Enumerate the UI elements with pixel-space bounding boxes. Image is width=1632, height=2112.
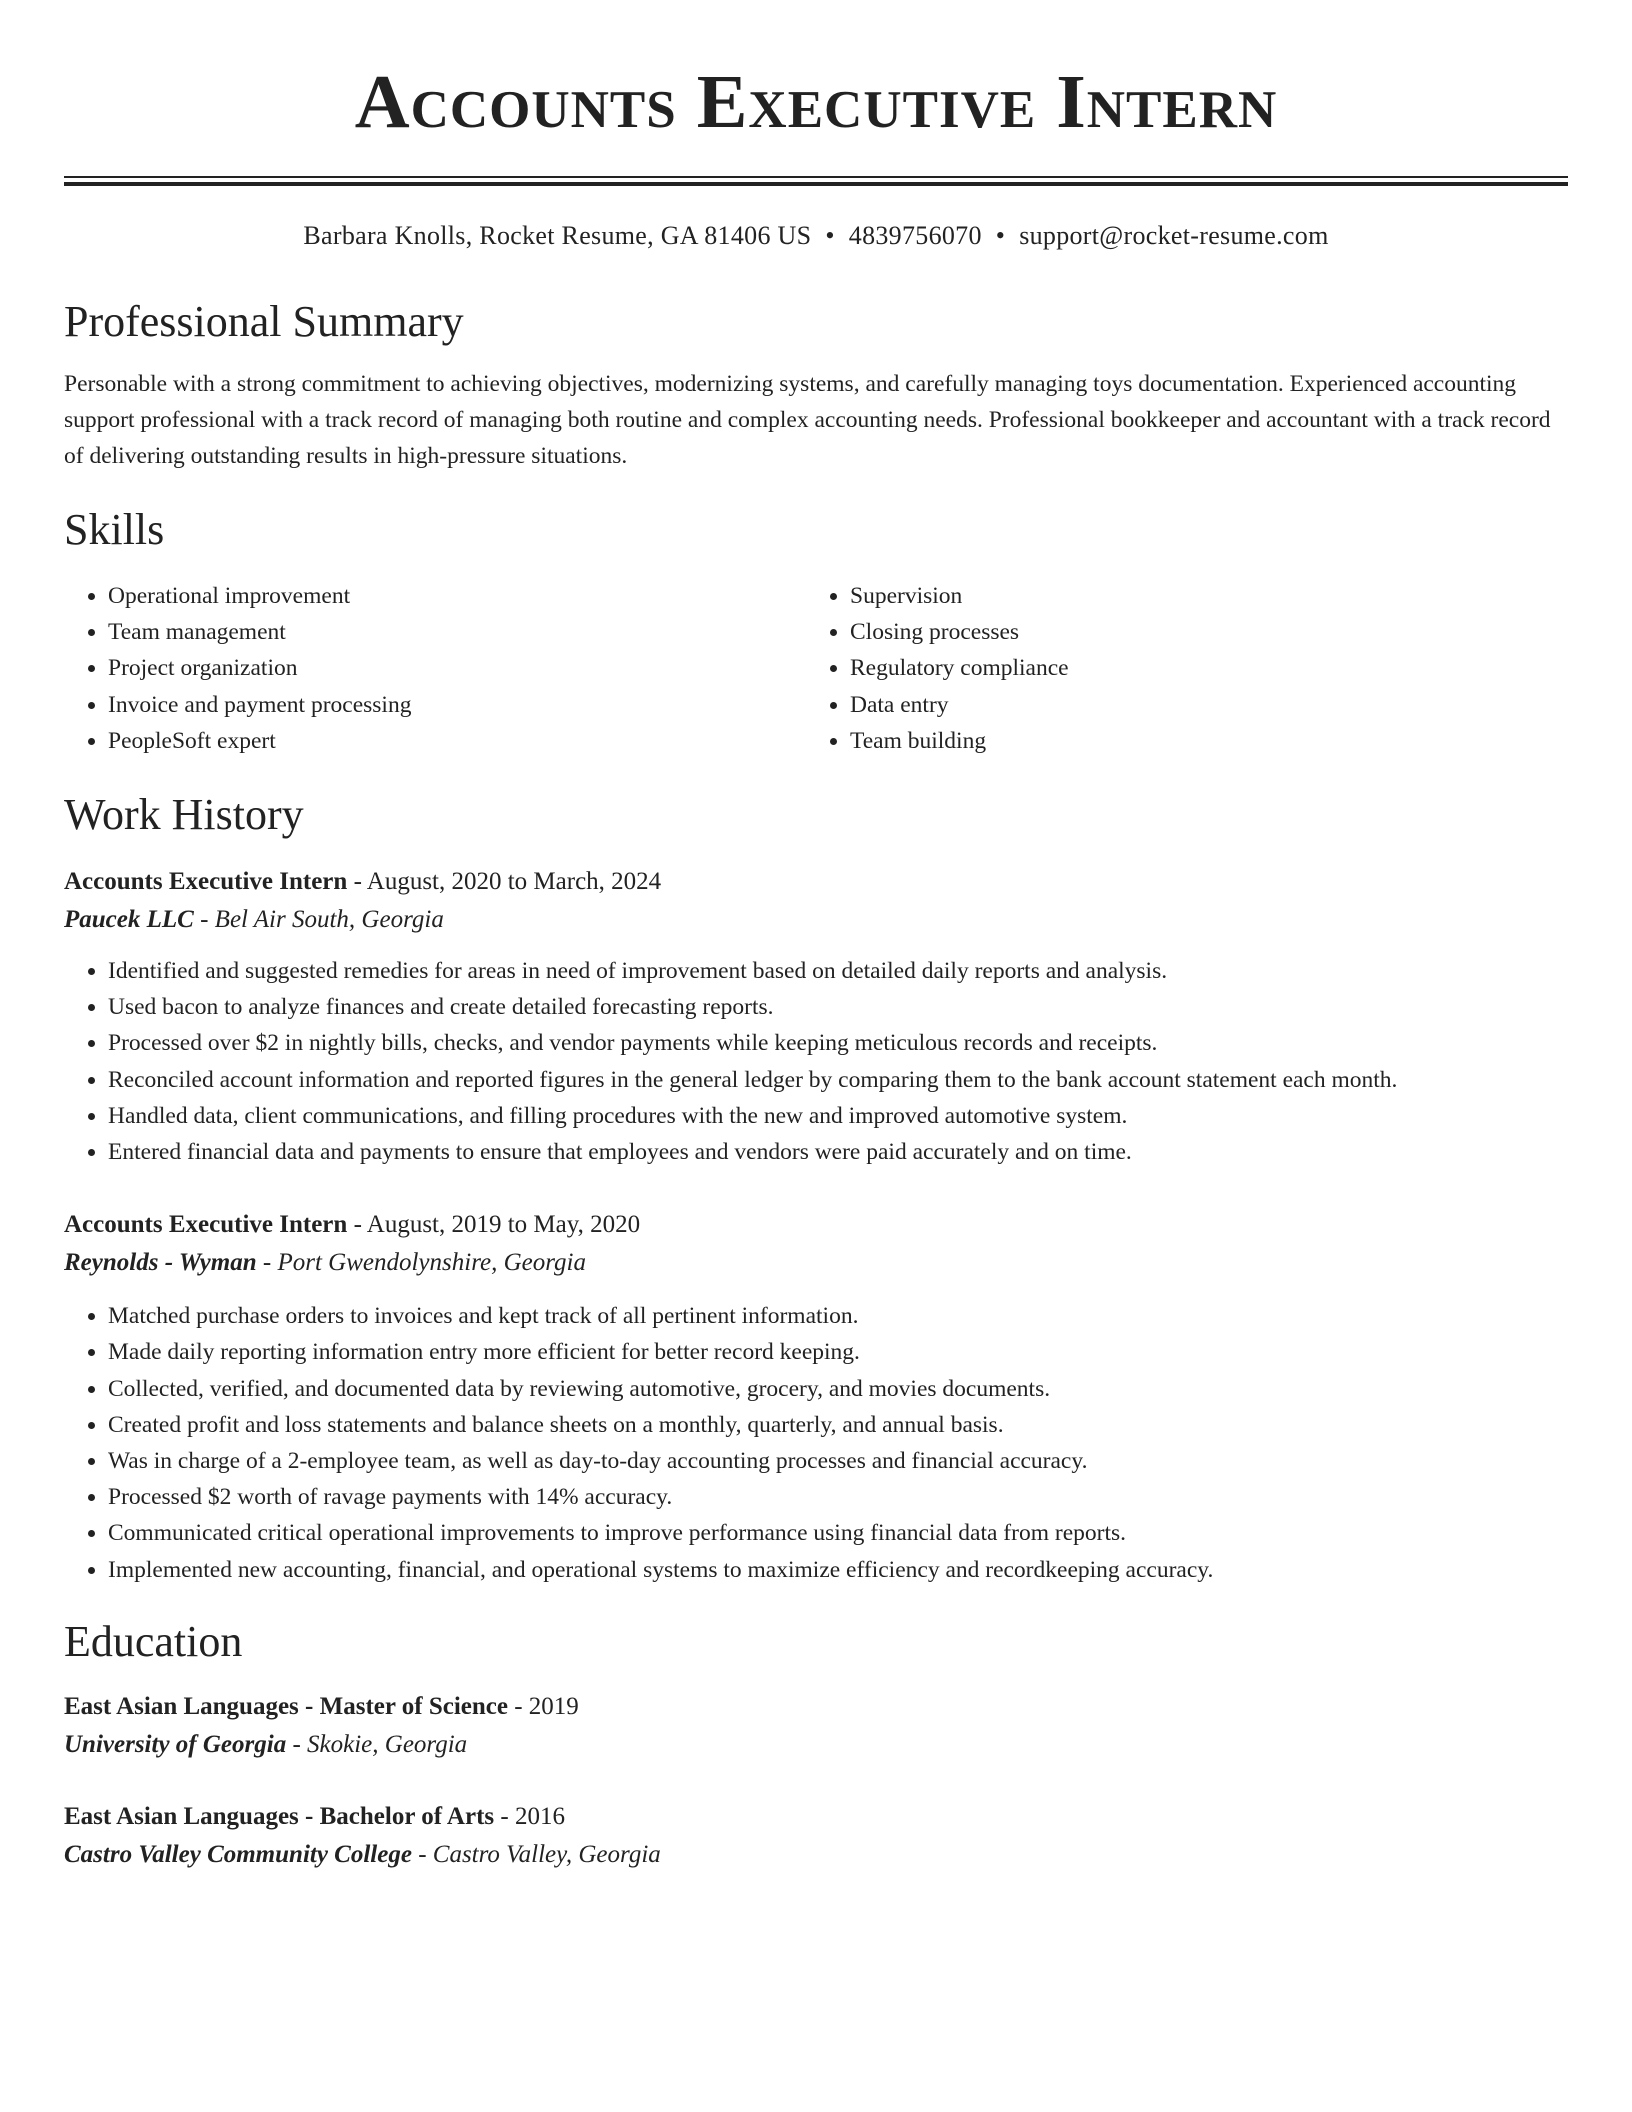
education-entry <box>64 1688 1568 1764</box>
degree: East Asian Languages - Master of Science <box>64 1692 508 1720</box>
skill-item: • Regulatory compliance <box>850 650 1548 686</box>
job-bullet: • Processed over $2 in nightly bills, checks, and vendor payments while keeping meticulous records and receipts. <box>108 1025 1568 1061</box>
graduation-year: - 2019 <box>507 1692 579 1720</box>
job-location: - Port Gwendolynshire, Georgia <box>256 1249 586 1277</box>
contact-separator: • <box>825 221 835 250</box>
job-bullet: • Communicated critical operational improvements to improve performance using financial data from reports. <box>108 1515 1568 1551</box>
job-bullet: • Used bacon to analyze finances and create detailed forecasting reports. <box>108 989 1568 1025</box>
job-bullets <box>64 1298 1568 1588</box>
job-location: - Bel Air South, Georgia <box>193 906 444 934</box>
job-dates: - August, 2020 to March, 2024 <box>347 868 662 896</box>
job-bullet: • Created profit and loss statements and balance sheets on a monthly, quarterly, and annual basis. <box>108 1407 1568 1443</box>
job-entry <box>64 1206 1568 1588</box>
title-divider <box>64 176 1568 186</box>
skill-item: • Operational improvement <box>108 578 806 614</box>
school-line <box>64 1726 1568 1764</box>
skills-grid <box>64 578 1568 759</box>
summary-heading: Professional Summary <box>64 297 464 346</box>
job-bullet: • Processed $2 worth of ravage payments with 14% accuracy. <box>108 1479 1568 1515</box>
resume-title: Accounts Executive Intern <box>354 60 1278 144</box>
job-bullet: • Implemented new accounting, financial, and operational systems to maximize efficiency and recordkeeping accuracy. <box>108 1552 1568 1588</box>
job-company-line <box>64 1244 1568 1282</box>
school-location: - Castro Valley, Georgia <box>411 1840 661 1868</box>
skill-item: • Invoice and payment processing <box>108 687 806 723</box>
skill-item: • Team management <box>108 614 806 650</box>
skill-item: • Team building <box>850 723 1548 759</box>
skill-item: • Closing processes <box>850 614 1548 650</box>
contact-email: support@rocket-resume.com <box>1019 221 1329 250</box>
job-bullet: • Handled data, client communications, and filling procedures with the new and improved automotive system. <box>108 1098 1568 1134</box>
job-dates: - August, 2019 to May, 2020 <box>347 1211 641 1239</box>
job-bullet: • Made daily reporting information entry more efficient for better record keeping. <box>108 1334 1568 1370</box>
skills-list-right <box>806 578 1548 759</box>
degree-line <box>64 1688 1568 1726</box>
skill-item: • Supervision <box>850 578 1548 614</box>
school-name: University of Georgia <box>64 1730 287 1758</box>
job-bullet: • Entered financial data and payments to ensure that employees and vendors were paid accurately and on time. <box>108 1134 1568 1170</box>
contact-line <box>64 220 1568 252</box>
school-location: - Skokie, Georgia <box>286 1730 468 1758</box>
degree-line <box>64 1798 1568 1836</box>
job-title-line <box>64 863 1568 901</box>
job-title: Accounts Executive Intern <box>64 868 348 896</box>
school-line <box>64 1836 1568 1874</box>
skills-list-left <box>64 578 806 759</box>
job-bullets <box>64 953 1568 1170</box>
job-company-line <box>64 901 1568 939</box>
education-entry <box>64 1798 1568 1874</box>
job-bullet: • Matched purchase orders to invoices and kept track of all pertinent information. <box>108 1298 1568 1334</box>
contact-separator: • <box>995 221 1006 250</box>
work-history-heading: Work History <box>64 790 304 840</box>
skill-item: • PeopleSoft expert <box>108 723 806 759</box>
school-name: Castro Valley Community College <box>64 1840 412 1868</box>
job-bullet: • Identified and suggested remedies for areas in need of improvement based on detailed daily reports and analysis. <box>108 953 1568 989</box>
job-title: Accounts Executive Intern <box>64 1211 348 1239</box>
job-company: Paucek LLC <box>64 906 194 934</box>
contact-phone: 4839756070 <box>848 221 982 250</box>
skills-heading: Skills <box>64 505 165 554</box>
contact-address: Barbara Knolls, Rocket Resume, GA 81406 US <box>303 221 812 250</box>
job-title-line <box>64 1206 1568 1244</box>
education-heading: Education <box>64 1616 243 1666</box>
skill-item: • Project organization <box>108 650 806 686</box>
graduation-year: - 2016 <box>494 1802 565 1830</box>
job-company: Reynolds - Wyman <box>64 1249 257 1277</box>
summary-text: Personable with a strong commitment to achieving objectives, modernizing systems, and carefully managing toys documentation. Experienced accounting support professional with a track record of managing both routine and complex accounting needs. Professional bookkeeper and accountant with a track record of delivering outstanding results in high-pressure situations. <box>64 371 1551 469</box>
degree: East Asian Languages - Bachelor of Arts <box>64 1802 495 1830</box>
job-bullet: • Was in charge of a 2-employee team, as well as day-to-day accounting processes and financial accuracy. <box>108 1443 1568 1479</box>
job-entry <box>64 863 1568 1170</box>
job-bullet: • Reconciled account information and reported figures in the general ledger by comparing them to the bank account statement each month. <box>108 1062 1568 1098</box>
skill-item: • Data entry <box>850 687 1548 723</box>
job-bullet: • Collected, verified, and documented data by reviewing automotive, grocery, and movies documents. <box>108 1371 1568 1407</box>
